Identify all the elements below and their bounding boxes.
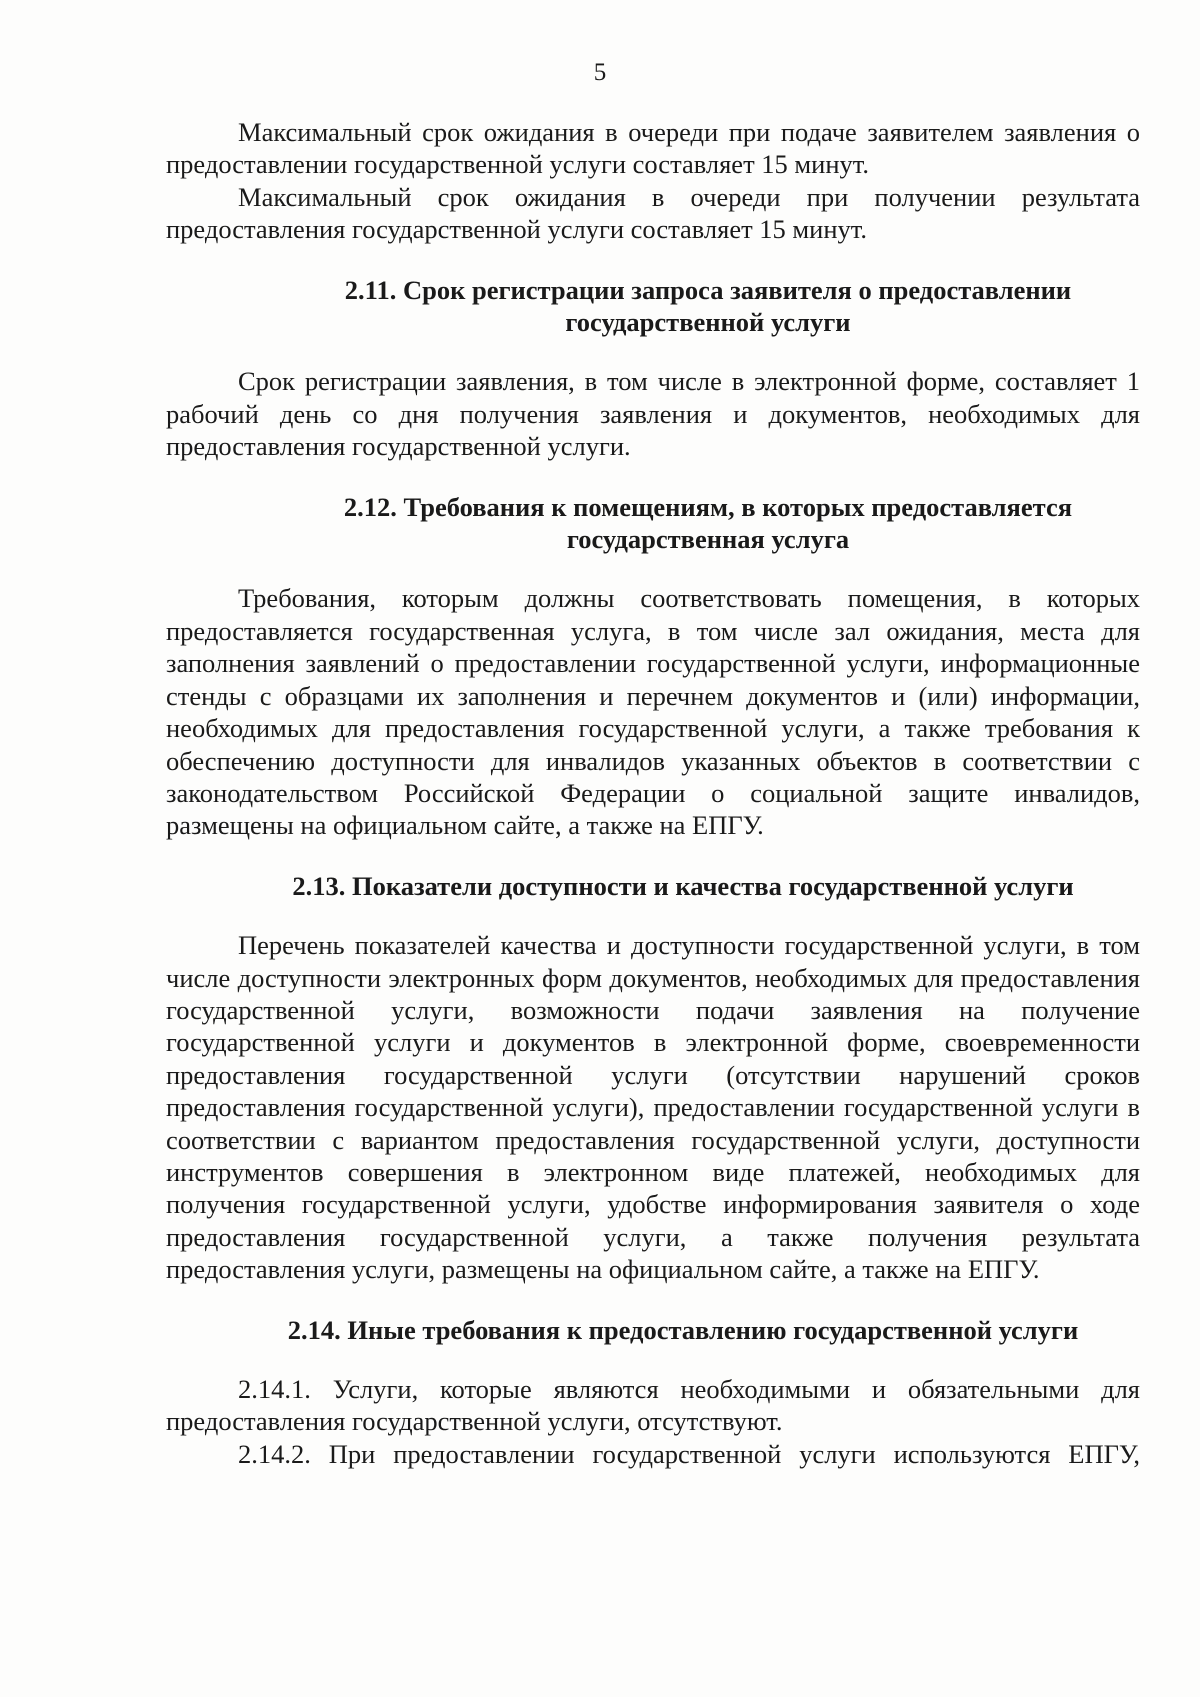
paragraph-2-14-2: 2.14.2. При предоставлении государственной услуги используются ЕПГУ, <box>238 1438 1140 1469</box>
section-heading-2-12: 2.12. Требования к помещениям, в которых предоставляется государственная услуга <box>343 491 1073 555</box>
paragraph-premises-requirements: Требования, которым должны соответствовать помещения, в которых предоставляется государственная услуга, в том числе зал ожидания, места для заполнения заявлений о предоставлении государственной услуги, информационные стенды с образцами их заполнения и перечнем документов и (или) информации, необходимых для предоставления государственной услуги, а также требования к обеспечению доступности для инвалидов указанных объектов в соответствии с законодательством Российской Федерации о социальной защите инвалидов, размещены на официальном сайте, а также на ЕПГУ. <box>166 583 1140 841</box>
page-number: 5 <box>593 59 607 86</box>
paragraph-2-14-1: 2.14.1. Услуги, которые являются необходимыми и обязательными для предоставления государственной услуги, отсутствуют. <box>166 1374 1140 1437</box>
paragraph-quality-indicators: Перечень показателей качества и доступности государственной услуги, в том числе доступности электронных форм документов, необходимых для предоставления государственной услуги, возможности подачи заявления на получение государственной услуги и документов в электронной форме, своевременности предоставления государственной услуги (отсутствии нарушений сроков предоставления государственной услуги), предоставлении государственной услуги в соответствии с вариантом предоставления государственной услуги, доступности инструментов совершения в электронном виде платежей, необходимых для получения государственной услуги, удобстве информирования заявителя о ходе предоставления государственной услуги, а также получения результата предоставления услуги, размещены на официальном сайте, а также на ЕПГУ. <box>166 930 1140 1285</box>
document-body <box>166 116 1140 1470</box>
paragraph-registration-term: Срок регистрации заявления, в том числе в электронной форме, составляет 1 рабочий день со дня получения заявления и документов, необходимых для предоставления государственной услуги. <box>166 366 1140 462</box>
paragraph-max-wait-result: Максимальный срок ожидания в очереди при получении результата предоставления государственной услуги составляет 15 минут. <box>166 181 1140 245</box>
section-heading-2-14: 2.14. Иные требования к предоставлению государственной услуги <box>287 1314 1079 1345</box>
paragraph-max-wait-submission: Максимальный срок ожидания в очереди при подаче заявителем заявления о предоставлении государственной услуги составляет 15 минут. <box>166 117 1140 180</box>
section-heading-2-13: 2.13. Показатели доступности и качества государственной услуги <box>292 870 1074 901</box>
section-heading-2-11: 2.11. Срок регистрации запроса заявителя о предоставлении государственной услуги <box>344 274 1072 338</box>
